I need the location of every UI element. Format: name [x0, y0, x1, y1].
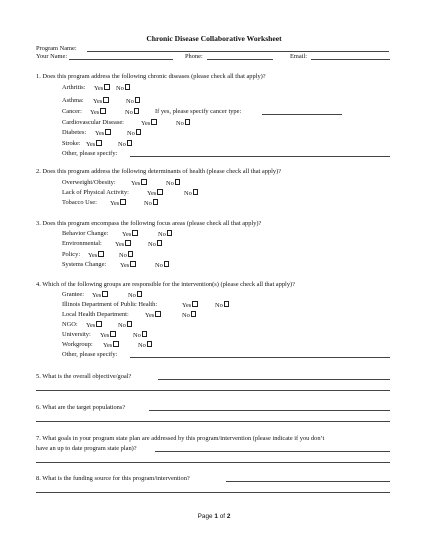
no-label: No — [184, 190, 192, 198]
question-7-continued: have an up to date program state plan)? — [36, 445, 137, 452]
yes-label: Yes — [94, 85, 104, 93]
university-no[interactable] — [133, 331, 147, 339]
objective-field[interactable] — [158, 379, 390, 380]
workgroup-no[interactable] — [138, 341, 152, 349]
phone-field[interactable] — [207, 59, 273, 60]
university-label: University: — [62, 331, 91, 338]
email-field[interactable] — [311, 59, 390, 60]
environmental-no[interactable] — [148, 240, 162, 248]
environmental-label: Environmental: — [62, 240, 102, 247]
yes-label: Yes — [90, 109, 100, 117]
no-label: No — [126, 98, 134, 106]
cardiovascular-no[interactable] — [176, 119, 190, 127]
checkbox[interactable] — [224, 301, 229, 307]
no-label: No — [118, 141, 126, 149]
checkbox[interactable] — [141, 179, 146, 185]
other-group-field[interactable] — [130, 357, 390, 358]
ngo-label: NGO: — [62, 321, 78, 328]
checkbox[interactable] — [157, 189, 162, 195]
no-label: No — [118, 322, 126, 330]
checkbox[interactable] — [96, 140, 101, 146]
yes-label: Yes — [147, 190, 157, 198]
question-2: 2. Does this program address the following determinants of health (please check all that apply)? — [36, 168, 282, 175]
behavior-no[interactable] — [158, 230, 172, 238]
overweight-label: Overweight/Obesity: — [62, 179, 116, 186]
cancer-yes[interactable] — [90, 108, 106, 116]
systems-change-no[interactable] — [155, 261, 169, 269]
checkbox[interactable] — [98, 251, 103, 257]
page-total: 2 — [226, 513, 231, 520]
your-name-label: Your Name: — [36, 53, 68, 60]
grantee-yes[interactable] — [92, 291, 108, 299]
workgroup-label: Workgroup: — [62, 341, 93, 348]
checkbox[interactable] — [164, 261, 169, 267]
checkbox[interactable] — [110, 331, 115, 337]
overweight-yes[interactable] — [131, 179, 147, 187]
diabetes-yes[interactable] — [95, 129, 111, 137]
local-health-label: Local Health Department: — [62, 311, 129, 318]
asthma-yes[interactable] — [93, 97, 109, 105]
ngo-yes[interactable] — [86, 321, 102, 329]
ngo-no[interactable] — [118, 321, 132, 329]
funding-source-field[interactable] — [226, 481, 390, 482]
yes-label: Yes — [115, 241, 125, 249]
yes-label: Yes — [92, 292, 102, 300]
other-disease-field[interactable] — [130, 156, 390, 157]
arthritis-yes[interactable] — [94, 84, 110, 92]
checkbox[interactable] — [157, 240, 162, 246]
target-populations-field-line-2[interactable] — [36, 421, 390, 422]
environmental-yes[interactable] — [115, 240, 131, 248]
state-plan-field[interactable] — [155, 451, 390, 452]
checkbox[interactable] — [132, 230, 137, 236]
grantee-label: Grantee: — [62, 291, 84, 298]
question-3: 3. Does this program encompass the following focus areas (please check all that apply)? — [36, 220, 262, 227]
tobacco-label: Tobacco Use: — [62, 199, 97, 206]
yes-label: Yes — [131, 180, 141, 188]
physical-activity-yes[interactable] — [147, 189, 163, 197]
phone-label: Phone: — [185, 53, 203, 60]
checkbox[interactable] — [175, 179, 180, 185]
stroke-label: Stroke: — [62, 140, 81, 147]
yes-label: Yes — [141, 120, 151, 128]
arthritis-no[interactable] — [116, 84, 130, 92]
checkbox[interactable] — [102, 291, 107, 297]
behavior-label: Behavior Change: — [62, 230, 109, 237]
checkbox[interactable] — [134, 108, 139, 114]
checkbox[interactable] — [136, 129, 141, 135]
checkbox[interactable] — [135, 97, 140, 103]
no-label: No — [133, 332, 141, 340]
checkbox[interactable] — [155, 311, 160, 317]
checkbox[interactable] — [192, 301, 197, 307]
idph-no[interactable] — [215, 301, 229, 309]
worksheet-title: Chronic Disease Collaborative Worksheet — [146, 34, 282, 43]
no-label: No — [125, 109, 133, 117]
email-label: Email: — [290, 53, 308, 60]
yes-label: Yes — [103, 342, 113, 350]
policy-no[interactable] — [119, 251, 133, 259]
checkbox[interactable] — [193, 189, 198, 195]
checkbox[interactable] — [153, 199, 158, 205]
yes-label: Yes — [122, 231, 132, 239]
checkbox[interactable] — [104, 84, 109, 90]
cardiovascular-yes[interactable] — [141, 119, 157, 127]
cancer-type-label: If yes, please specify cancer type: — [155, 108, 242, 115]
physical-activity-no[interactable] — [184, 189, 198, 197]
funding-source-field-line-2[interactable] — [36, 492, 390, 493]
local-health-yes[interactable] — [145, 311, 161, 319]
asthma-no[interactable] — [126, 97, 140, 105]
behavior-yes[interactable] — [122, 230, 138, 238]
checkbox[interactable] — [128, 251, 133, 257]
no-label: No — [215, 302, 223, 310]
stroke-yes[interactable] — [86, 140, 102, 148]
program-name-label: Program Name: — [36, 45, 77, 52]
question-1: 1. Does this program address the following chronic diseases (please check all that apply)? — [36, 73, 266, 80]
checkbox[interactable] — [167, 230, 172, 236]
stroke-no[interactable] — [118, 140, 132, 148]
yes-label: Yes — [100, 332, 110, 340]
idph-label: Illinois Department of Public Health: — [62, 301, 158, 308]
page-word: Page — [197, 513, 213, 520]
yes-label: Yes — [182, 302, 192, 310]
overweight-no[interactable] — [166, 179, 180, 187]
question-4: 4. Which of the following groups are responsible for the intervention(s) (please check all that apply)? — [36, 281, 295, 288]
objective-field-line-2[interactable] — [36, 390, 390, 391]
tobacco-no[interactable] — [144, 199, 158, 207]
checkbox[interactable] — [125, 84, 130, 90]
checkbox[interactable] — [137, 291, 142, 297]
university-yes[interactable] — [100, 331, 116, 339]
yes-label: Yes — [93, 98, 103, 106]
checkbox[interactable] — [130, 261, 135, 267]
checkbox[interactable] — [125, 240, 130, 246]
checkbox[interactable] — [147, 341, 152, 347]
checkbox[interactable] — [100, 108, 105, 114]
cancer-label: Cancer: — [62, 108, 82, 115]
checkbox[interactable] — [96, 321, 101, 327]
no-label: No — [166, 180, 174, 188]
yes-label: Yes — [86, 141, 96, 149]
yes-label: Yes — [120, 262, 130, 270]
checkbox[interactable] — [127, 321, 132, 327]
no-label: No — [138, 342, 146, 350]
yes-label: Yes — [88, 252, 98, 260]
tobacco-yes[interactable] — [110, 199, 126, 207]
yes-label: Yes — [110, 200, 120, 208]
no-label: No — [116, 85, 124, 93]
state-plan-field-line-2[interactable] — [36, 462, 390, 463]
no-label: No — [128, 292, 136, 300]
program-name-field[interactable] — [87, 51, 389, 52]
checkbox[interactable] — [127, 140, 132, 146]
no-label: No — [127, 130, 135, 138]
checkbox[interactable] — [103, 97, 108, 103]
of-word: of — [219, 513, 226, 520]
checkbox[interactable] — [142, 331, 147, 337]
asthma-label: Asthma: — [62, 97, 84, 104]
cancer-type-field[interactable] — [262, 114, 342, 115]
physical-activity-label: Lack of Physical Activity: — [62, 189, 129, 196]
no-label: No — [148, 241, 156, 249]
target-populations-field[interactable] — [149, 410, 390, 411]
checkbox[interactable] — [191, 311, 196, 317]
question-7: 7. What goals in your program state plan are addressed by this program/intervention (please indicate if you don’t — [36, 435, 325, 442]
checkbox[interactable] — [151, 119, 156, 125]
workgroup-yes[interactable] — [103, 341, 119, 349]
your-name-field[interactable] — [69, 59, 173, 60]
no-label: No — [144, 200, 152, 208]
page-number: 1 — [214, 513, 218, 520]
grantee-no[interactable] — [128, 291, 142, 299]
checkbox[interactable] — [105, 129, 110, 135]
arthritis-label: Arthritis: — [62, 84, 86, 91]
yes-label: Yes — [95, 130, 105, 138]
yes-label: Yes — [86, 322, 96, 330]
no-label: No — [158, 231, 166, 239]
page-footer — [0, 513, 428, 521]
question-6: 6. What are the target populations? — [36, 404, 126, 411]
systems-change-label: Systems Change: — [62, 261, 107, 268]
checkbox[interactable] — [185, 119, 190, 125]
diabetes-label: Diabetes: — [62, 129, 87, 136]
question-8: 8. What is the funding source for this program/intervention? — [36, 475, 190, 482]
cardiovascular-label: Cardiovascular Disease: — [62, 119, 124, 126]
policy-yes[interactable] — [88, 251, 104, 259]
checkbox[interactable] — [120, 199, 125, 205]
other-disease-label: Other, please specify: — [62, 150, 118, 157]
systems-change-yes[interactable] — [120, 261, 136, 269]
question-5: 5. What is the overall objective/goal? — [36, 373, 132, 380]
no-label: No — [155, 262, 163, 270]
local-health-no[interactable] — [182, 311, 196, 319]
no-label: No — [119, 252, 127, 260]
idph-yes[interactable] — [182, 301, 198, 309]
no-label: No — [182, 312, 190, 320]
cancer-no[interactable] — [125, 108, 139, 116]
yes-label: Yes — [145, 312, 155, 320]
other-group-label: Other, please specify: — [62, 351, 118, 358]
policy-label: Policy: — [62, 251, 81, 258]
no-label: No — [176, 120, 184, 128]
checkbox[interactable] — [113, 341, 118, 347]
diabetes-no[interactable] — [127, 129, 141, 137]
